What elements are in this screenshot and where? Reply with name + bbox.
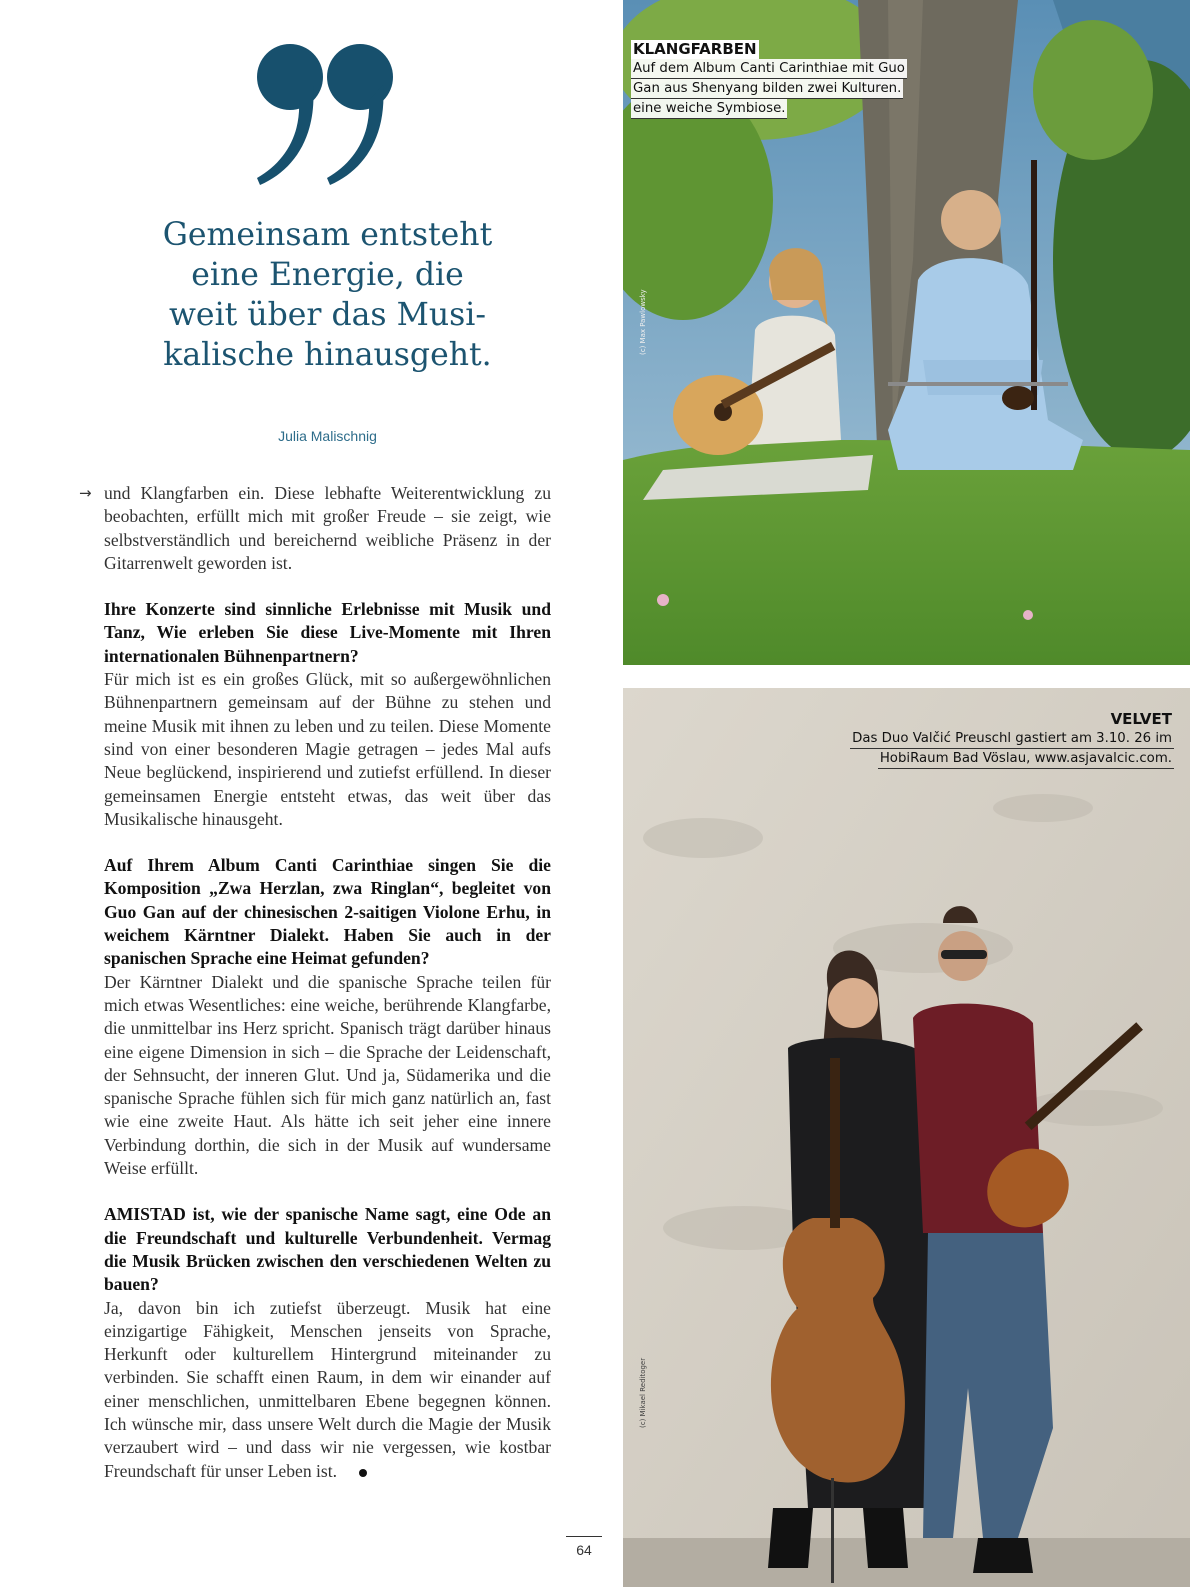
caption-line: Das Duo Valčić Preuschl gastiert am 3.10. 26 im [850,729,1174,749]
interview-answer-text: Ja, davon bin ich zutiefst überzeugt. Musik hat eine einzigartige Fähigkeit, Menschen jenseits von Sprache, Herkunft oder kulturellem Hintergrund miteinander zu verbinden. Sie schafft einen Raum, in dem wir einander auf einer menschlichen, unmittelbaren Ebene begegnen können. Ich wünsche mir, dass unsere Welt durch die Magie der Musik verzaubert wird – und dass wir nie vergessen, wie kostbar Freundschaft für unser Leben ist. [104,1297,551,1481]
quotation-mark-icon [255,40,405,200]
caption-line: Auf dem Album Canti Carinthiae mit Guo [631,59,907,79]
pull-quote-line: weit über das Musi- [168,297,487,333]
quote-author: Julia Malischnig [278,428,377,444]
article-body [79,482,551,1483]
interview-answer: Der Kärntner Dialekt und die spanische Sprache teilen für mich etwas Wesentliches: eine weiche, berührende Klangfarbe, die unmittelbar ins Herz spricht. Spanisch trägt darüber hinaus eine eigene Dimension in sich – die Sprache der Leidenschaft, der Sehnsucht, der inneren Glut. Und ja, Südamerika und die spanische Sprache fühlen sich für mich ganz natürlich an, fast wie eine zweite Haut. Als hätte ich seit jeher eine innere Verbindung dorthin, die sich in der Musik auf wundersame Weise erfüllt. [104,971,551,1179]
interview-question: Ihre Konzerte sind sinnliche Erlebnisse mit Musik und Tanz, Wie erleben Sie diese Live-Momente mit Ihren internationalen Bühnenpartnern? [104,599,551,666]
pull-quote-line: Gemeinsam entsteht [162,217,493,253]
photo-credit: (c) Max Pawlowsky [639,289,647,355]
interview-answer [104,1297,551,1483]
caption-line: Gan aus Shenyang bilden zwei Kulturen. [631,79,903,99]
photo-klangfarben [623,0,1190,665]
interview-question: Auf Ihrem Album Canti Carinthiae singen Sie die Komposition „Zwa Herzlan, zwa Ringlan“, begleitet von Guo Gan auf der chinesischen 2-saitigen Violone Erhu, in weichem Kärntner Dialekt. Haben Sie auch in der spanischen Sprache eine Heimat gefunden? [104,855,551,969]
pull-quote-line: eine Energie, die [191,257,464,293]
caption-line: HobiRaum Bad Vöslau, www.asjavalcic.com. [878,749,1174,769]
caption-line: eine weiche Symbiose. [631,99,787,119]
caption-klangfarben [631,40,907,119]
caption-title: KLANGFARBEN [633,40,757,58]
continuation-arrow-icon: → [79,484,92,502]
photo-credit: (c) Mikael Reditoger [639,1357,647,1428]
article-intro: und Klangfarben ein. Diese lebhafte Weiterentwicklung zu beobachten, erfüllt mich mit großer Freude – sie zeigt, wie selbstverständlich und bereichernd weibliche Präsenz in der Gitarrenwelt geworden ist. [104,483,551,573]
caption-title: VELVET [1110,710,1172,728]
caption-velvet [850,710,1174,769]
interview-question: AMISTAD ist, wie der spanische Name sagt, eine Ode an die Freundschaft und kulturelle Verbundenheit. Vermag die Musik Brücken zwischen den verschiedenen Welten zu bauen? [104,1204,551,1295]
interview-answer: Für mich ist es ein großes Glück, mit so außergewöhnlichen Bühnenpartnern gemeinsam auf der Bühne zu stehen und meine Musik mit ihnen zu leben und zu teilen. Diese Momente sind von einer besonderen Magie getragen – jedes Mal aufs Neue beglückend, inspirierend und zutiefst erfüllend. In dieser gemeinsamen Energie entsteht etwas, das weit über das Musikalische hinausgeht. [104,669,551,829]
end-of-article-icon [359,1469,367,1477]
pull-quote-line: kalische hinausgeht. [163,337,492,373]
pull-quote [140,215,515,375]
photo-duo-cello-guitar [623,688,1190,1587]
page-number-rule [566,1536,602,1537]
photo-velvet [623,688,1190,1587]
page-number: 64 [576,1542,592,1558]
